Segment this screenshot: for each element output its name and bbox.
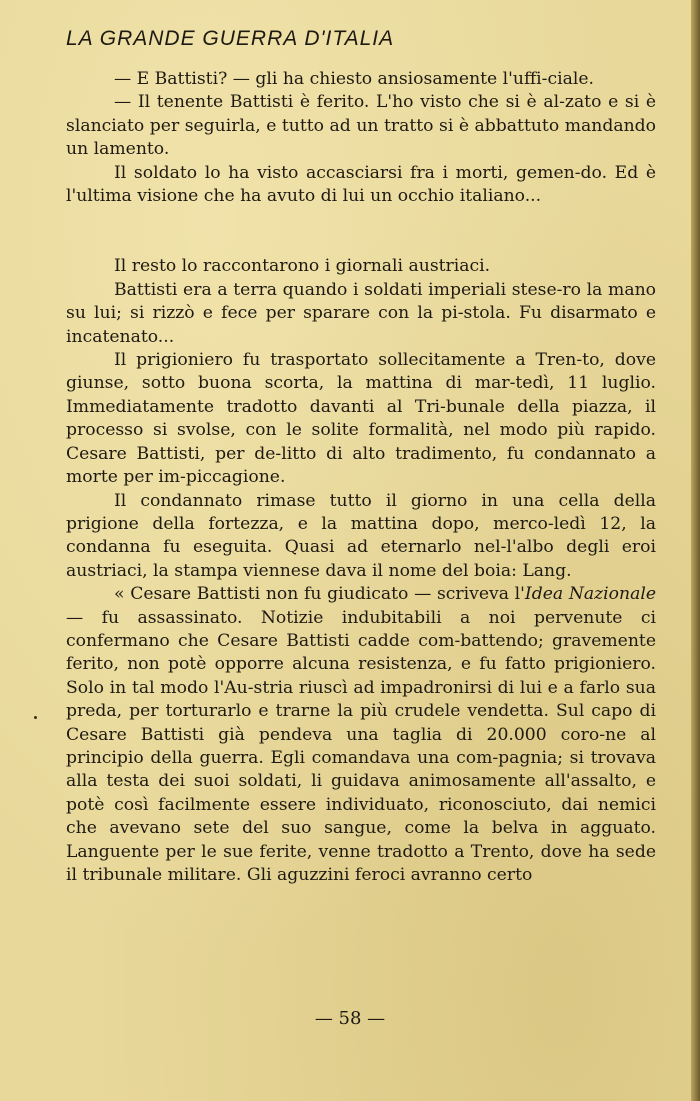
paragraph-quote	[66, 583, 656, 887]
paragraph-dialogue-2: — Il tenente Battisti è ferito. L'ho visto che si è al-zato e si è slanciato per seguirla, e tutto ad un tratto si è abbattuto mandando un lamento.	[66, 92, 656, 160]
paragraph-trial: Il prigioniero fu trasportato sollecitamente a Tren-to, dove giunse, sotto buona scorta, la mattina di mar-tedì, 11 luglio. Immediatamente tradotto davanti al Tri-bunale della piazza, il processo si svolse, con le solite formalità, nel modo più rapido. Cesare Battisti, per de-litto di alto tradimento, fu condannato a morte per im-piccagione.	[66, 350, 656, 488]
paper-speck	[34, 716, 37, 719]
paragraph-soldier: Il soldato lo ha visto accasciarsi fra i morti, gemen-do. Ed è l'ultima visione che ha avuto di lui un occhio italiano...	[66, 162, 656, 207]
paragraph-capture: Battisti era a terra quando i soldati imperiali stese-ro la mano su lui; si rizzò e fece per sparare con la pi-stola. Fu disarmato e incatenato...	[66, 279, 656, 347]
page-number: — 58 —	[314, 1008, 386, 1029]
running-head: LA GRANDE GUERRA D'ITALIA	[66, 27, 395, 50]
quote-source: Idea Nazionale	[524, 584, 656, 605]
page-edge-shadow	[691, 0, 700, 1101]
body-text	[66, 68, 656, 887]
paragraph-dialogue-1: — E Battisti? — gli ha chiesto ansiosamente l'uffi-ciale.	[114, 69, 594, 89]
quote-body: — fu assassinato. Notizie indubitabili a noi pervenute ci confermano che Cesare Battisti cadde com-battendo; gravemente ferito, non potè opporre alcuna resistenza, e fu fatto prigioniero. Solo in tal modo l'Au-stria riuscì ad impadronirsi di lui e a farlo sua preda, per torturarlo e trarne la più crudele vendetta. Sul capo di Cesare Battisti già pendeva una taglia di 20.000 coro-ne al principio della guerra. Egli comandava una com-pagnia; si trovava alla testa dei suoi soldati, li guidava animosamente all'assalto, e potè così facilmente essere individuato, riconosciuto, dai nemici che avevano sete del suo sangue, come la belva in agguato. Languente per le sue ferite, venne tradotto a Trento, dove ha sede il tribunale militare. Gli aguzzini feroci avranno certo	[66, 607, 656, 885]
paragraph-execution: Il condannato rimase tutto il giorno in una cella della prigione della fortezza, e la mattina dopo, merco-ledì 12, la condanna fu eseguita. Quasi ad eternarlo nel-l'albo degli eroi austriaci, la stampa viennese dava il nome del boia: Lang.	[66, 490, 656, 581]
book-page	[66, 24, 656, 887]
paragraph-austrian-papers: Il resto lo raccontarono i giornali austriaci.	[114, 256, 491, 277]
quote-opening: « Cesare Battisti non fu giudicato — scriveva l'	[114, 584, 525, 605]
